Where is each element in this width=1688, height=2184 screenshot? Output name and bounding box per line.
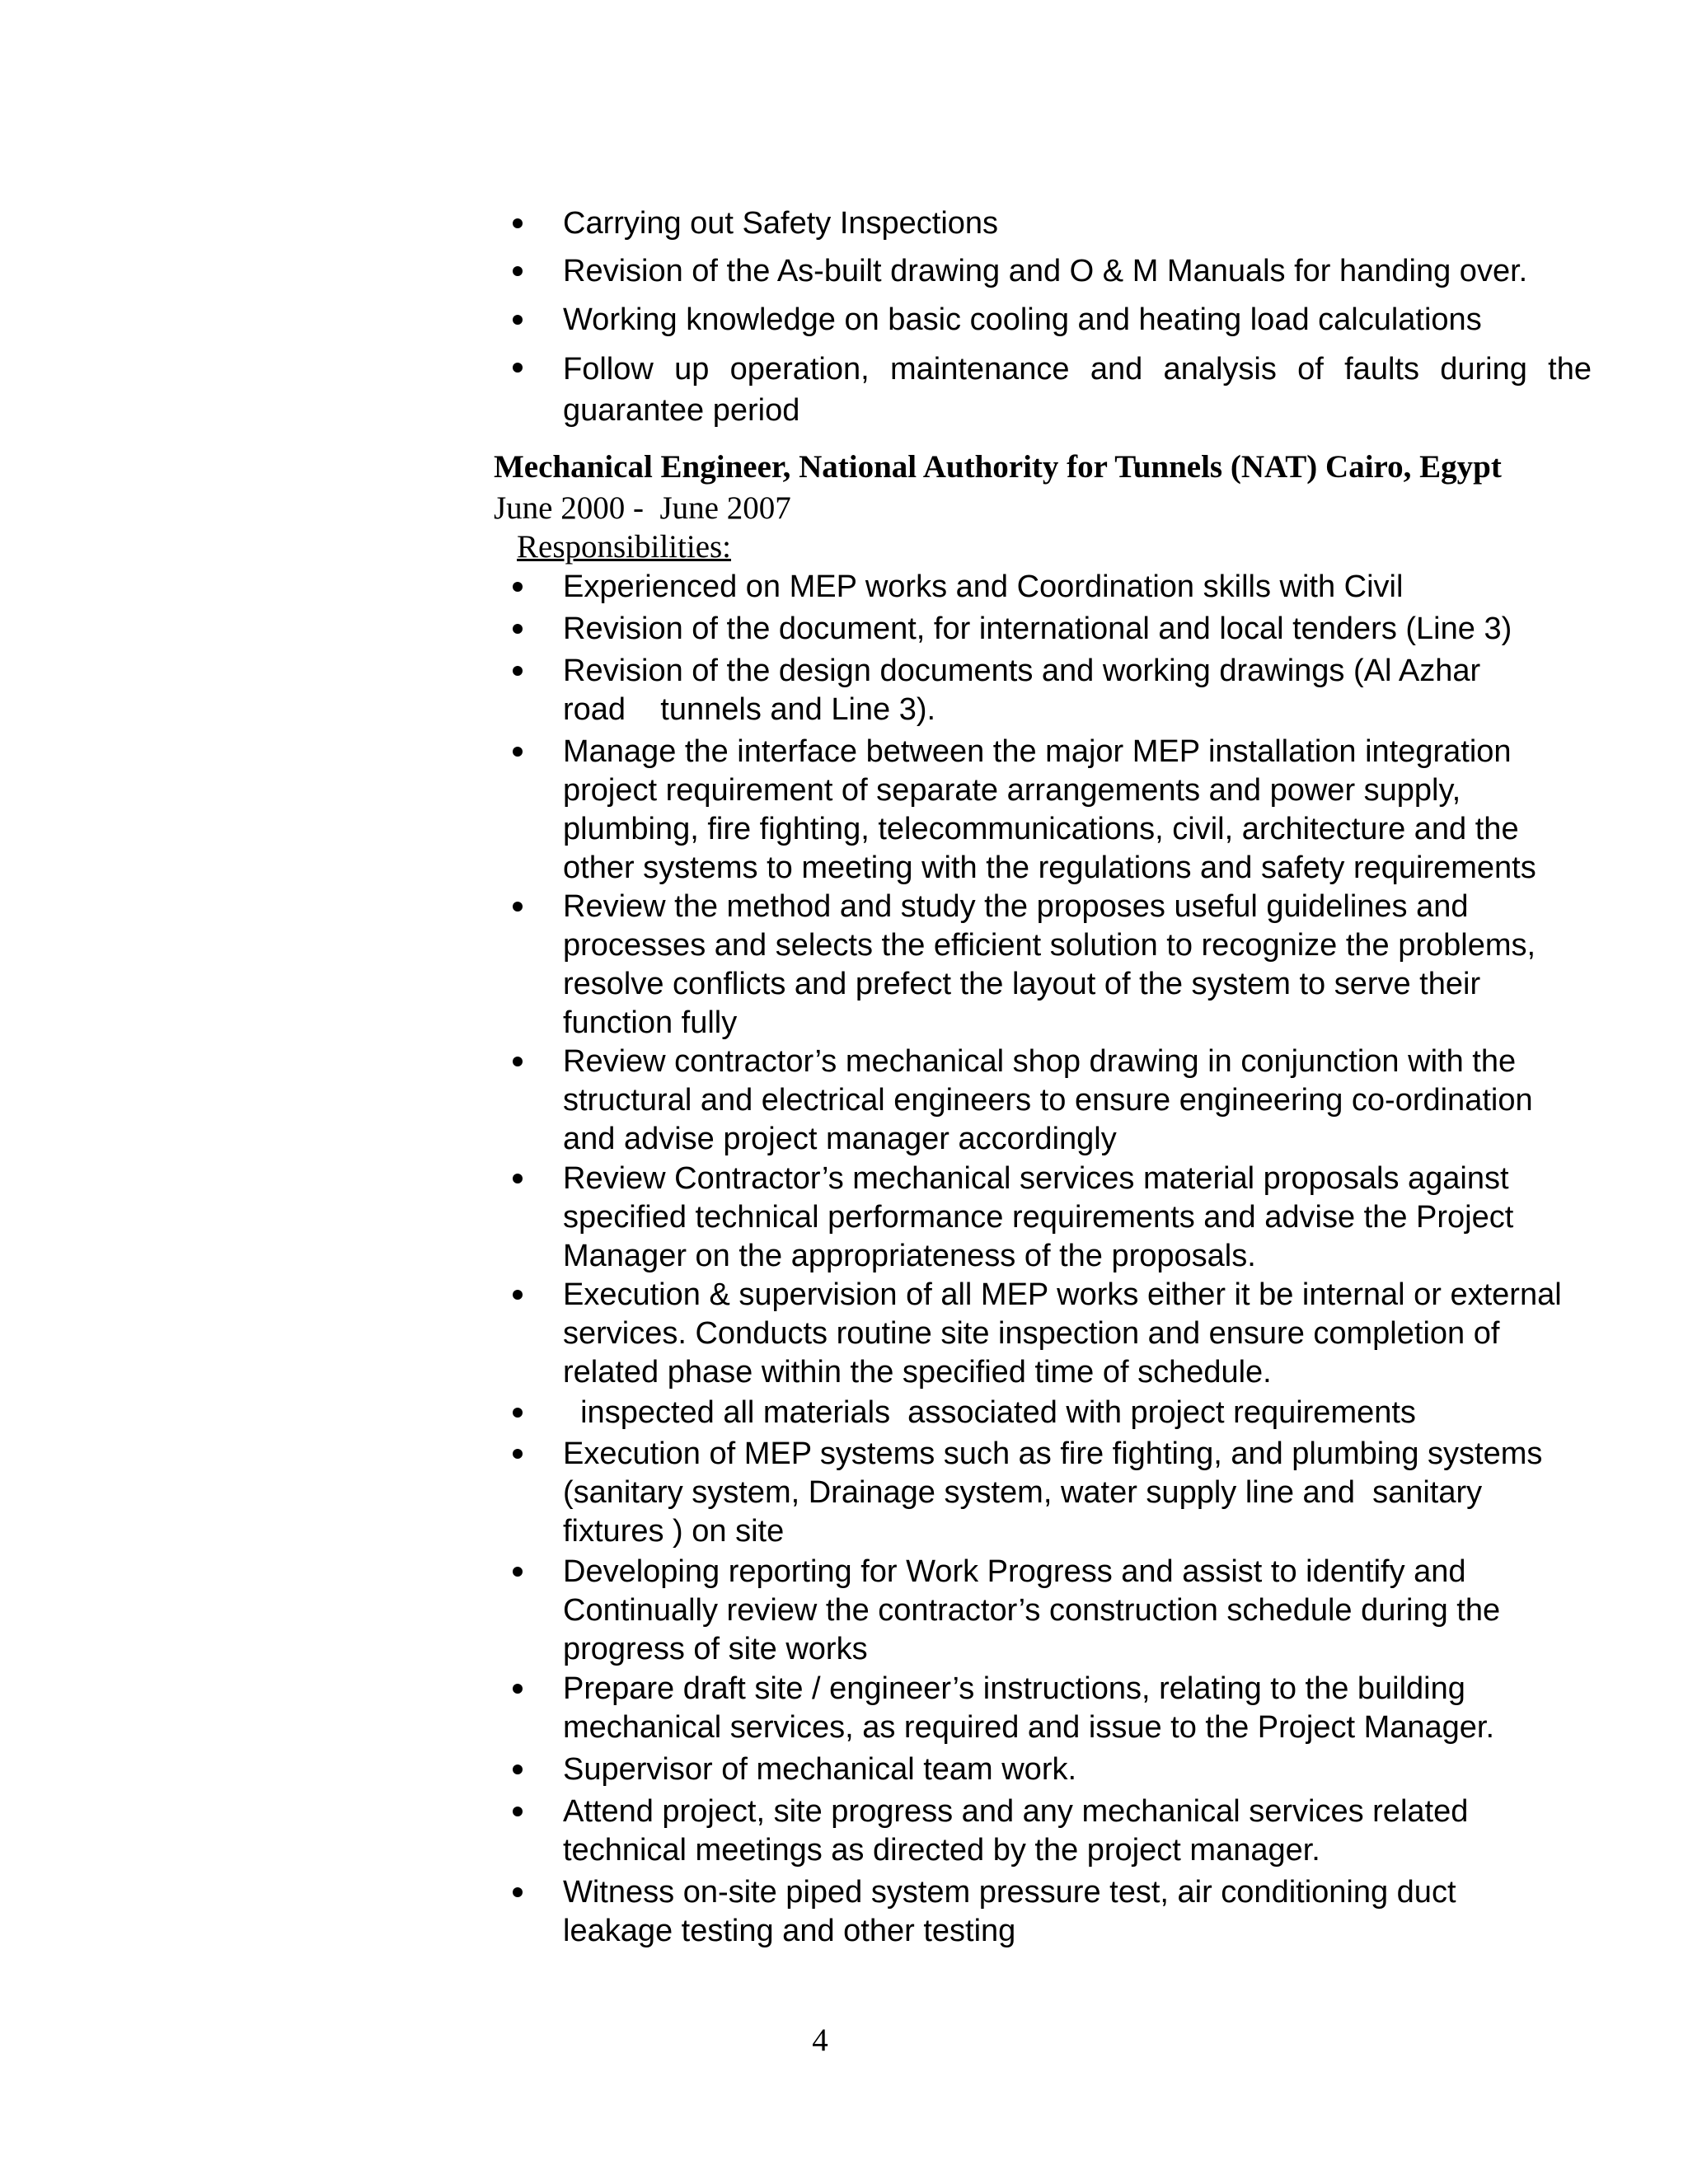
bullet-icon <box>513 1807 523 1816</box>
list-item-text: Execution of MEP systems such as fire fighting, and plumbing systems (sanitary system, Drainage system, water supply line and sanitary fixtures ) on site <box>563 1436 1551 1549</box>
list-item-text: Supervisor of mechanical team work. <box>563 1752 1077 1787</box>
page-number: 4 <box>812 2022 828 2058</box>
list-item-text: Witness on-site piped system pressure test, air conditioning duct leakage testing and other testing <box>563 1875 1456 1948</box>
list-item-text: Carrying out Safety Inspections <box>563 206 999 241</box>
list-item-text: Review Contractor’s mechanical services material proposals against specified technical performance requirements and advise the Project Manager on the appropriateness of the proposals. <box>563 1161 1514 1273</box>
bullet-icon <box>513 582 523 592</box>
list-item-text: Revision of the As-built drawing and O & M Manuals for handing over. <box>563 254 1528 288</box>
list-item-text: Prepare draft site / engineer’s instructions, relating to the building mechanical services, as required and issue to the Project Manager. <box>563 1671 1495 1745</box>
bullet-icon <box>513 1290 523 1300</box>
list-item-text: Execution & supervision of all MEP works either it be internal or external services. Conducts routine site inspection and ensure completion of related phase within the specified time of schedule. <box>563 1277 1562 1390</box>
bullet-icon <box>513 1765 523 1774</box>
bullet-icon <box>513 266 523 276</box>
bullet-icon <box>513 624 523 634</box>
bullet-icon <box>513 1449 523 1459</box>
bullet-icon <box>513 1174 523 1183</box>
list-item-text: Experienced on MEP works and Coordination skills with Civil <box>563 569 1404 604</box>
list-item-text: Revision of the document, for international and local tenders (Line 3) <box>563 612 1512 646</box>
bullet-icon <box>513 902 523 912</box>
list-item-text: Developing reporting for Work Progress and assist to identify and Continually review the contractor’s construction schedule during the progress of site works <box>563 1554 1501 1666</box>
bullet-icon <box>513 218 523 228</box>
bullet-icon <box>513 666 523 676</box>
list-item-text: Review contractor’s mechanical shop drawing in conjunction with the structural and electrical engineers to ensure engineering co-ordination and advise project manager accordingly <box>563 1044 1533 1156</box>
list-item-text: inspected all materials associated with project requirements <box>563 1395 1416 1430</box>
list-item-text: Working knowledge on basic cooling and heating load calculations <box>563 302 1482 337</box>
responsibilities-label: Responsibilities: <box>517 529 732 565</box>
list-item-text: Review the method and study the proposes useful guidelines and processes and selects the efficient solution to recognize the problems, resolve conflicts and prefect the layout of the system to serve their function fully <box>563 889 1536 1040</box>
bullet-icon <box>513 747 523 757</box>
bullet-icon <box>513 1684 523 1694</box>
job-dates: June 2000 - June 2007 <box>494 490 791 526</box>
bullet-icon <box>513 315 523 325</box>
job-title: Mechanical Engineer, National Authority for Tunnels (NAT) Cairo, Egypt <box>494 449 1502 485</box>
bullet-icon <box>513 1887 523 1897</box>
bullet-icon <box>513 363 523 373</box>
bullet-icon <box>513 1408 523 1418</box>
bullet-icon <box>513 1057 523 1066</box>
list-item-text: Follow up operation, maintenance and analysis of faults during the guarantee period <box>563 352 1592 428</box>
list-item-text: Manage the interface between the major MEP installation integration project requirement of separate arrangements and power supply, plumbing, fire fighting, telecommunications, civil, architecture and the other systems to meeting with the regulations and safety requirements <box>563 734 1536 885</box>
list-item-text: Attend project, site progress and any mechanical services related technical meetings as directed by the project manager. <box>563 1794 1469 1868</box>
list-item-text: Revision of the design documents and working drawings (Al Azhar road tunnels and Line 3). <box>563 654 1489 727</box>
bullet-icon <box>513 1567 523 1577</box>
